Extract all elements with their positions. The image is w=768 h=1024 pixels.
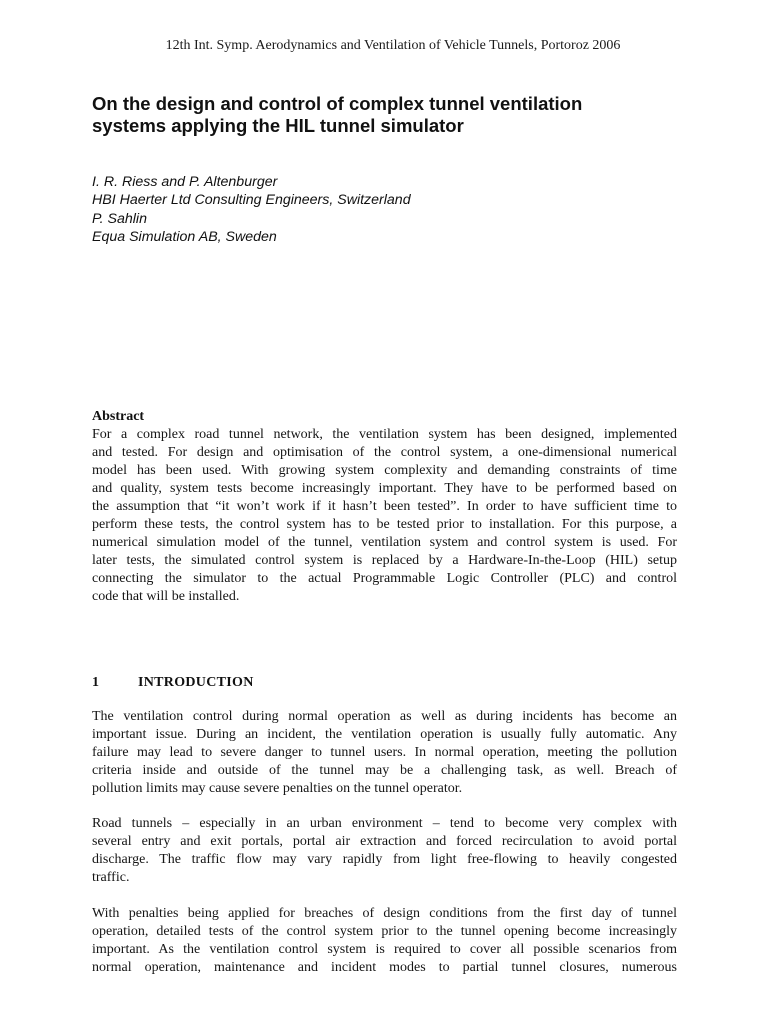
text-line: later tests, the simulated control system is replaced by a Hardware-In-the-Loop (HIL) setup	[92, 553, 677, 569]
text-line: For a complex road tunnel network, the ventilation system has been designed, implemented	[92, 427, 677, 442]
author-affiliation: HBI Haerter Ltd Consulting Engineers, Switzerland	[92, 192, 411, 209]
text-line: the assumption that “it won’t work if it hasn’t been tested”. In order to have sufficient time to	[92, 499, 677, 515]
author-names: I. R. Riess and P. Altenburger	[92, 174, 278, 190]
text-line: several entry and exit portals, portal air extraction and forced recirculation to avoid portal	[92, 834, 677, 850]
text-line: The ventilation control during normal operation as well as during incidents has become an	[92, 709, 677, 724]
text-line: important. As the ventilation control system is required to cover all possible scenarios from	[92, 942, 677, 958]
body-paragraph	[92, 708, 677, 798]
paper-title	[92, 93, 692, 137]
abstract-heading: Abstract	[92, 409, 145, 424]
author-names: P. Sahlin	[92, 210, 147, 227]
body-paragraph	[92, 905, 677, 977]
author-affiliation: Equa Simulation AB, Sweden	[92, 228, 277, 245]
running-head: 12th Int. Symp. Aerodynamics and Ventilation of Vehicle Tunnels, Portoroz 2006	[165, 38, 621, 53]
text-line: operation, detailed tests of the control system prior to the tunnel opening become increasingly	[92, 924, 677, 940]
text-line: numerical simulation model of the tunnel, ventilation system and control system is used. For	[92, 535, 677, 551]
text-line: discharge. The traffic flow may vary rapidly from light free-flowing to heavily congested	[92, 852, 677, 868]
text-line: traffic.	[92, 870, 130, 886]
author-block	[92, 173, 411, 246]
text-line: and tested. For design and optimisation of the control system, a one-dimensional numerical	[92, 445, 677, 461]
text-line: perform these tests, the control system has to be tested prior to installation. For this purpose, a	[92, 517, 677, 533]
text-line: pollution limits may cause severe penalties on the tunnel operator.	[92, 781, 463, 797]
text-line: criteria inside and outside of the tunnel may be a challenging task, as well. Breach of	[92, 763, 677, 779]
text-line: code that will be installed.	[92, 589, 240, 605]
section-title: INTRODUCTION	[138, 675, 254, 690]
text-line: connecting the simulator to the actual Programmable Logic Controller (PLC) and control	[92, 571, 677, 587]
abstract-paragraph	[92, 426, 677, 606]
text-line: With penalties being applied for breaches of design conditions from the first day of tunnel	[92, 906, 677, 921]
body-paragraph	[92, 815, 677, 887]
text-line: Road tunnels – especially in an urban environment – tend to become very complex with	[92, 816, 677, 831]
title-line: systems applying the HIL tunnel simulator	[92, 115, 464, 136]
text-line: model has been used. With growing system complexity and demanding constraints of time	[92, 463, 677, 479]
text-line: normal operation, maintenance and incident modes to partial tunnel closures, numerous	[92, 960, 677, 976]
title-line: On the design and control of complex tunnel ventilation	[92, 93, 583, 114]
text-line: and quality, system tests become increasingly important. They have to be performed based on	[92, 481, 677, 497]
text-line: important issue. During an incident, the ventilation operation is usually fully automatic. Any	[92, 727, 677, 743]
section-number: 1	[92, 675, 99, 690]
text-line: failure may lead to severe danger to tunnel users. In normal operation, meeting the pollution	[92, 745, 677, 761]
